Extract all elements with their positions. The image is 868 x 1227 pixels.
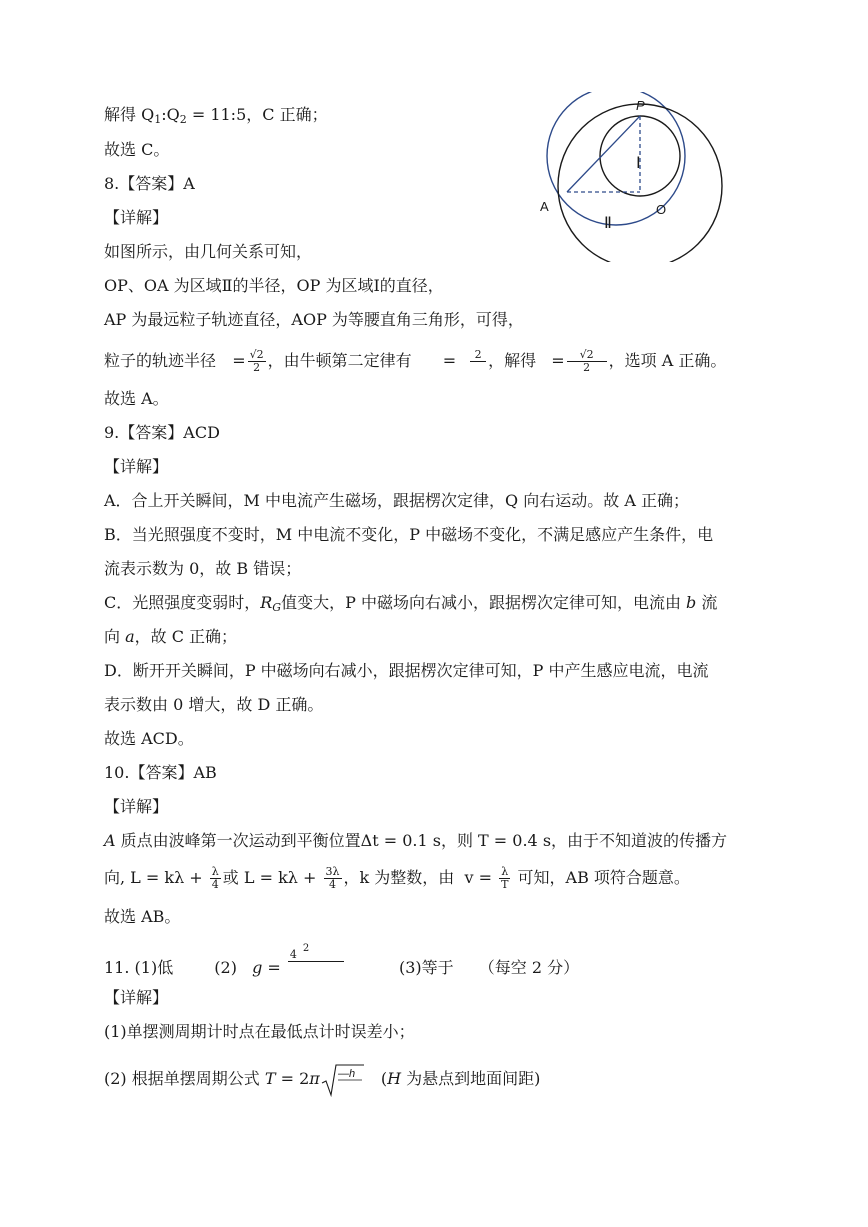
answer-9-heading: 9.【答案】ACD <box>104 423 220 442</box>
explanation-heading-8: 【详解】 <box>104 208 169 227</box>
line-solution-q1q2: 解得 $Q_1:Q_2$ = 11:5，C 正确； <box>104 105 328 126</box>
line-choose-c: 故选 C。 <box>104 140 170 159</box>
line-option-c-1: C．光照强度变弱时，$R_G$值变大，P 中磁场向右减小，跟据楞次定律可知，电流由 b 流 <box>104 593 718 614</box>
line-option-d-1: D．断开开关瞬间，P 中磁场向右减小，跟据楞次定律可知，P 中产生感应电流，电流 <box>104 661 709 680</box>
line-choose-ab: 故选 AB。 <box>104 907 181 926</box>
svg-text:—h: —h <box>337 1067 355 1080</box>
fraction-lambda-t: $\frac{\lambda}{T}$ <box>501 865 509 891</box>
line-ap <box>567 116 640 192</box>
label-region-ii: Ⅱ <box>604 215 612 232</box>
circles-diagram <box>530 92 730 262</box>
explanation-heading-10: 【详解】 <box>104 797 169 816</box>
line-option-c-2: 向 a，故 C 正确； <box>104 627 238 646</box>
line-radius-formula: 粒子的轨迹半径 = $\frac{√2}{2}$ ，由牛顿第二定律有 = 2 ，解得 = $\frac{√2}{2}$ ，选项 A 正确。 <box>104 348 727 374</box>
line-op-oa-radius: OP、OA 为区域Ⅱ的半径，OP 为区域Ⅰ的直径， <box>104 276 444 295</box>
fraction-newton: 2 <box>470 349 486 374</box>
label-p: P <box>636 98 645 113</box>
fraction-result: $\frac{√2}{2}$ <box>567 349 607 374</box>
line-option-b-1: B．当光照强度不变时，M 中电流不变化，P 中磁场不变化，不满足感应产生条件，电 <box>104 525 714 544</box>
line-option-d-2: 表示数由 0 增大，故 D 正确。 <box>104 695 324 714</box>
fraction-lambda-4: $\frac{\lambda}{4}$ <box>211 865 219 891</box>
line-wave-timing: A 质点由波峰第一次运动到平衡位置Δt = 0.1 s，则 T = 0.4 s，由于不知道波的传播方 <box>104 831 728 850</box>
fraction-g-formula: 4 2 <box>288 943 344 974</box>
line-wave-length: 向, L = kλ + $\frac{\lambda}{4}$ 或 L = kλ + $\frac{3\lambda}{4}$ ，k 为整数，由 v = $\frac{\lambda}{T}$ 可知，AB 项符合题意。 <box>104 865 690 891</box>
line-choose-acd: 故选 ACD。 <box>104 729 194 748</box>
sqrt-formula <box>320 1062 366 1097</box>
label-a: A <box>540 199 549 214</box>
line-geometry-intro: 如图所示，由几何关系可知， <box>104 242 313 261</box>
label-o: O <box>656 202 667 217</box>
answer-10-heading: 10.【答案】AB <box>104 763 217 782</box>
line-period-formula: (2) 根据单摆周期公式 T = 2π —h (H 为悬点到地面间距) <box>104 1062 540 1096</box>
line-option-a: A．合上开关瞬间，M 中电流产生磁场，跟据楞次定律，Q 向右运动。故 A 正确； <box>104 491 689 510</box>
label-region-i: Ⅰ <box>636 155 641 172</box>
answer-11-line: 11. (1)低 (2) g = 4 2 (3)等于 （每空 2 分） <box>104 943 580 977</box>
answer-8-heading: 8.【答案】A <box>104 174 195 193</box>
explanation-heading-11: 【详解】 <box>104 988 169 1007</box>
line-lowest-point: (1)单摆测周期计时点在最低点计时误差小； <box>104 1022 415 1041</box>
line-choose-a: 故选 A。 <box>104 389 169 408</box>
fraction-3lambda-4: $\frac{3\lambda}{4}$ <box>325 865 340 891</box>
explanation-heading-9: 【详解】 <box>104 457 169 476</box>
fraction-sqrt2-over-2: $\frac{√2}{2}$ <box>249 348 264 374</box>
line-option-b-2: 流表示数为 0，故 B 错误； <box>104 559 302 578</box>
line-ap-diameter: AP 为最远粒子轨迹直径，AOP 为等腰直角三角形，可得， <box>104 310 524 329</box>
